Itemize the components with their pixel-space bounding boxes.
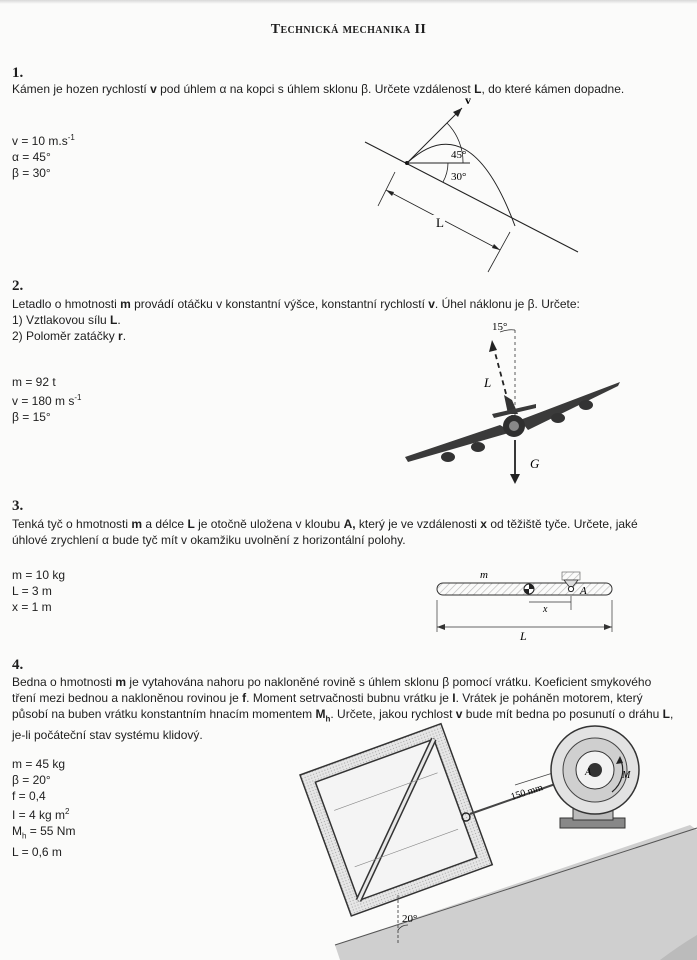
- problem-1-number: 1.: [12, 65, 24, 81]
- figure-3-label-A: A: [580, 585, 587, 597]
- figure-1-label-45: 45°: [451, 149, 467, 161]
- p4-text-1: m: [115, 675, 127, 689]
- p2-text-3: v: [428, 297, 435, 311]
- p1-text-0: Kámen je hozen rychlostí: [12, 82, 151, 96]
- given-I: I = 4 kg m: [12, 808, 66, 822]
- p2-text-0: Letadlo o hmotnosti: [12, 297, 121, 311]
- item-1-suffix: .: [117, 313, 121, 327]
- p4-text-11: L: [662, 707, 670, 721]
- p1-text-4: , do které kámen dopadne.: [481, 82, 625, 96]
- given-item: β = 30°: [12, 166, 51, 180]
- given-v-exp: -1: [67, 133, 75, 142]
- given-item: β = 15°: [12, 410, 51, 424]
- p3-text-6: který je ve vzdálenosti: [355, 517, 481, 531]
- p3-text-4: je otočně uložena v kloubu: [194, 517, 344, 531]
- figure-4-label-A: A: [585, 767, 592, 778]
- figure-1-label-30: 30°: [451, 171, 467, 183]
- given-Mh-val: = 55 Nm: [26, 824, 76, 838]
- figure-3-label-m: m: [480, 569, 488, 581]
- p3-text-0: Tenká tyč o hmotnosti: [12, 517, 132, 531]
- figure-1-label-v: v: [465, 93, 471, 107]
- figure-1-label-L: L: [436, 215, 444, 230]
- page-title: Technická mechanika II: [270, 22, 427, 37]
- problem-2-number: 2.: [12, 278, 24, 294]
- p4-text-3: f: [242, 691, 247, 705]
- p4-text-7a: M: [315, 707, 326, 721]
- p4-text-12: , je-li počáteční stav systému klidový.: [12, 707, 674, 743]
- p3-text-7: x: [480, 517, 487, 531]
- given-Mh: M: [12, 824, 22, 838]
- p4-text-4: . Moment setrvačnosti bubnu vrátku je: [246, 691, 453, 705]
- p4-text-9: v: [455, 707, 463, 721]
- given-v: v = 10 m.s: [12, 134, 68, 148]
- p4-text-10: bude mít bedna po posunutí o dráhu: [462, 707, 663, 721]
- given-v-exp: -1: [74, 393, 82, 402]
- given-item: L = 3 m: [12, 584, 52, 598]
- p2-text-1: m: [120, 297, 131, 311]
- figure-3-label-x: x: [543, 604, 548, 615]
- p4-text-7-sub: h: [325, 714, 331, 724]
- given-v: v = 180 m s: [12, 394, 75, 408]
- item-2-suffix: .: [122, 329, 127, 343]
- problem-3-number: 3.: [12, 498, 24, 514]
- p4-text-5: I: [452, 691, 456, 705]
- p2-text-4: . Úhel náklonu je β. Určete:: [434, 297, 580, 311]
- figure-4-label-radius: 150 mm: [509, 782, 545, 803]
- p2-text-2: provádí otáčku v konstantní výšce, konstantní rychlostí: [130, 297, 429, 311]
- item-1-prefix: 1) Vztlakovou sílu: [12, 313, 111, 327]
- p4-text-2: je vytahována nahoru po nakloněné rovině s úhlem sklonu β pomocí vrátku. Koeficient smykového tření mezi bednou a nakloněnou rovinou je: [12, 675, 652, 705]
- given-item: m = 10 kg: [12, 568, 66, 582]
- given-Mh-sub: h: [22, 831, 27, 841]
- p3-text-8: od těžiště tyče. Určete, jaké úhlové zrychlení α bude tyč mít v okamžiku uvolnění z horizontální polohy.: [12, 517, 638, 547]
- given-I-exp: 2: [65, 807, 70, 816]
- figure-2-label-15: 15°: [492, 321, 508, 333]
- figure-2-label-L: L: [484, 375, 492, 390]
- p4-text-8: . Určete, jakou rychlost: [330, 707, 456, 721]
- p3-text-2: a délce: [142, 517, 188, 531]
- given-item: x = 1 m: [12, 600, 52, 614]
- p1-text-1: v: [150, 82, 157, 96]
- item-2-prefix: 2) Poloměr zatáčky: [12, 329, 119, 343]
- figure-4-label-20: 20°: [402, 913, 418, 925]
- p4-text-6: . Vrátek je poháněn motorem, který působí na buben vrátku konstantním hnacím momentem: [12, 691, 643, 721]
- problem-4-number: 4.: [12, 657, 24, 673]
- p3-text-1: m: [131, 517, 143, 531]
- p3-text-3: L: [187, 517, 195, 531]
- p1-text-2: pod úhlem α na kopci s úhlem sklonu β. Určete vzdálenost: [156, 82, 475, 96]
- given-item: f = 0,4: [12, 789, 46, 803]
- given-item: α = 45°: [12, 150, 51, 164]
- given-item: m = 45 kg: [12, 757, 66, 771]
- given-item: m = 92 t: [12, 375, 56, 389]
- p4-text-0: Bedna o hmotnosti: [12, 675, 116, 689]
- item-1-bold: L: [110, 313, 118, 327]
- figure-3-label-L: L: [520, 629, 527, 643]
- figure-4-label-M: M: [622, 770, 631, 781]
- p3-text-5: A,: [343, 517, 356, 531]
- given-item: β = 20°: [12, 773, 51, 787]
- figure-2-label-G: G: [530, 456, 540, 471]
- given-item: L = 0,6 m: [12, 845, 62, 860]
- p1-text-3: L: [474, 82, 482, 96]
- item-2-bold: r: [118, 329, 123, 343]
